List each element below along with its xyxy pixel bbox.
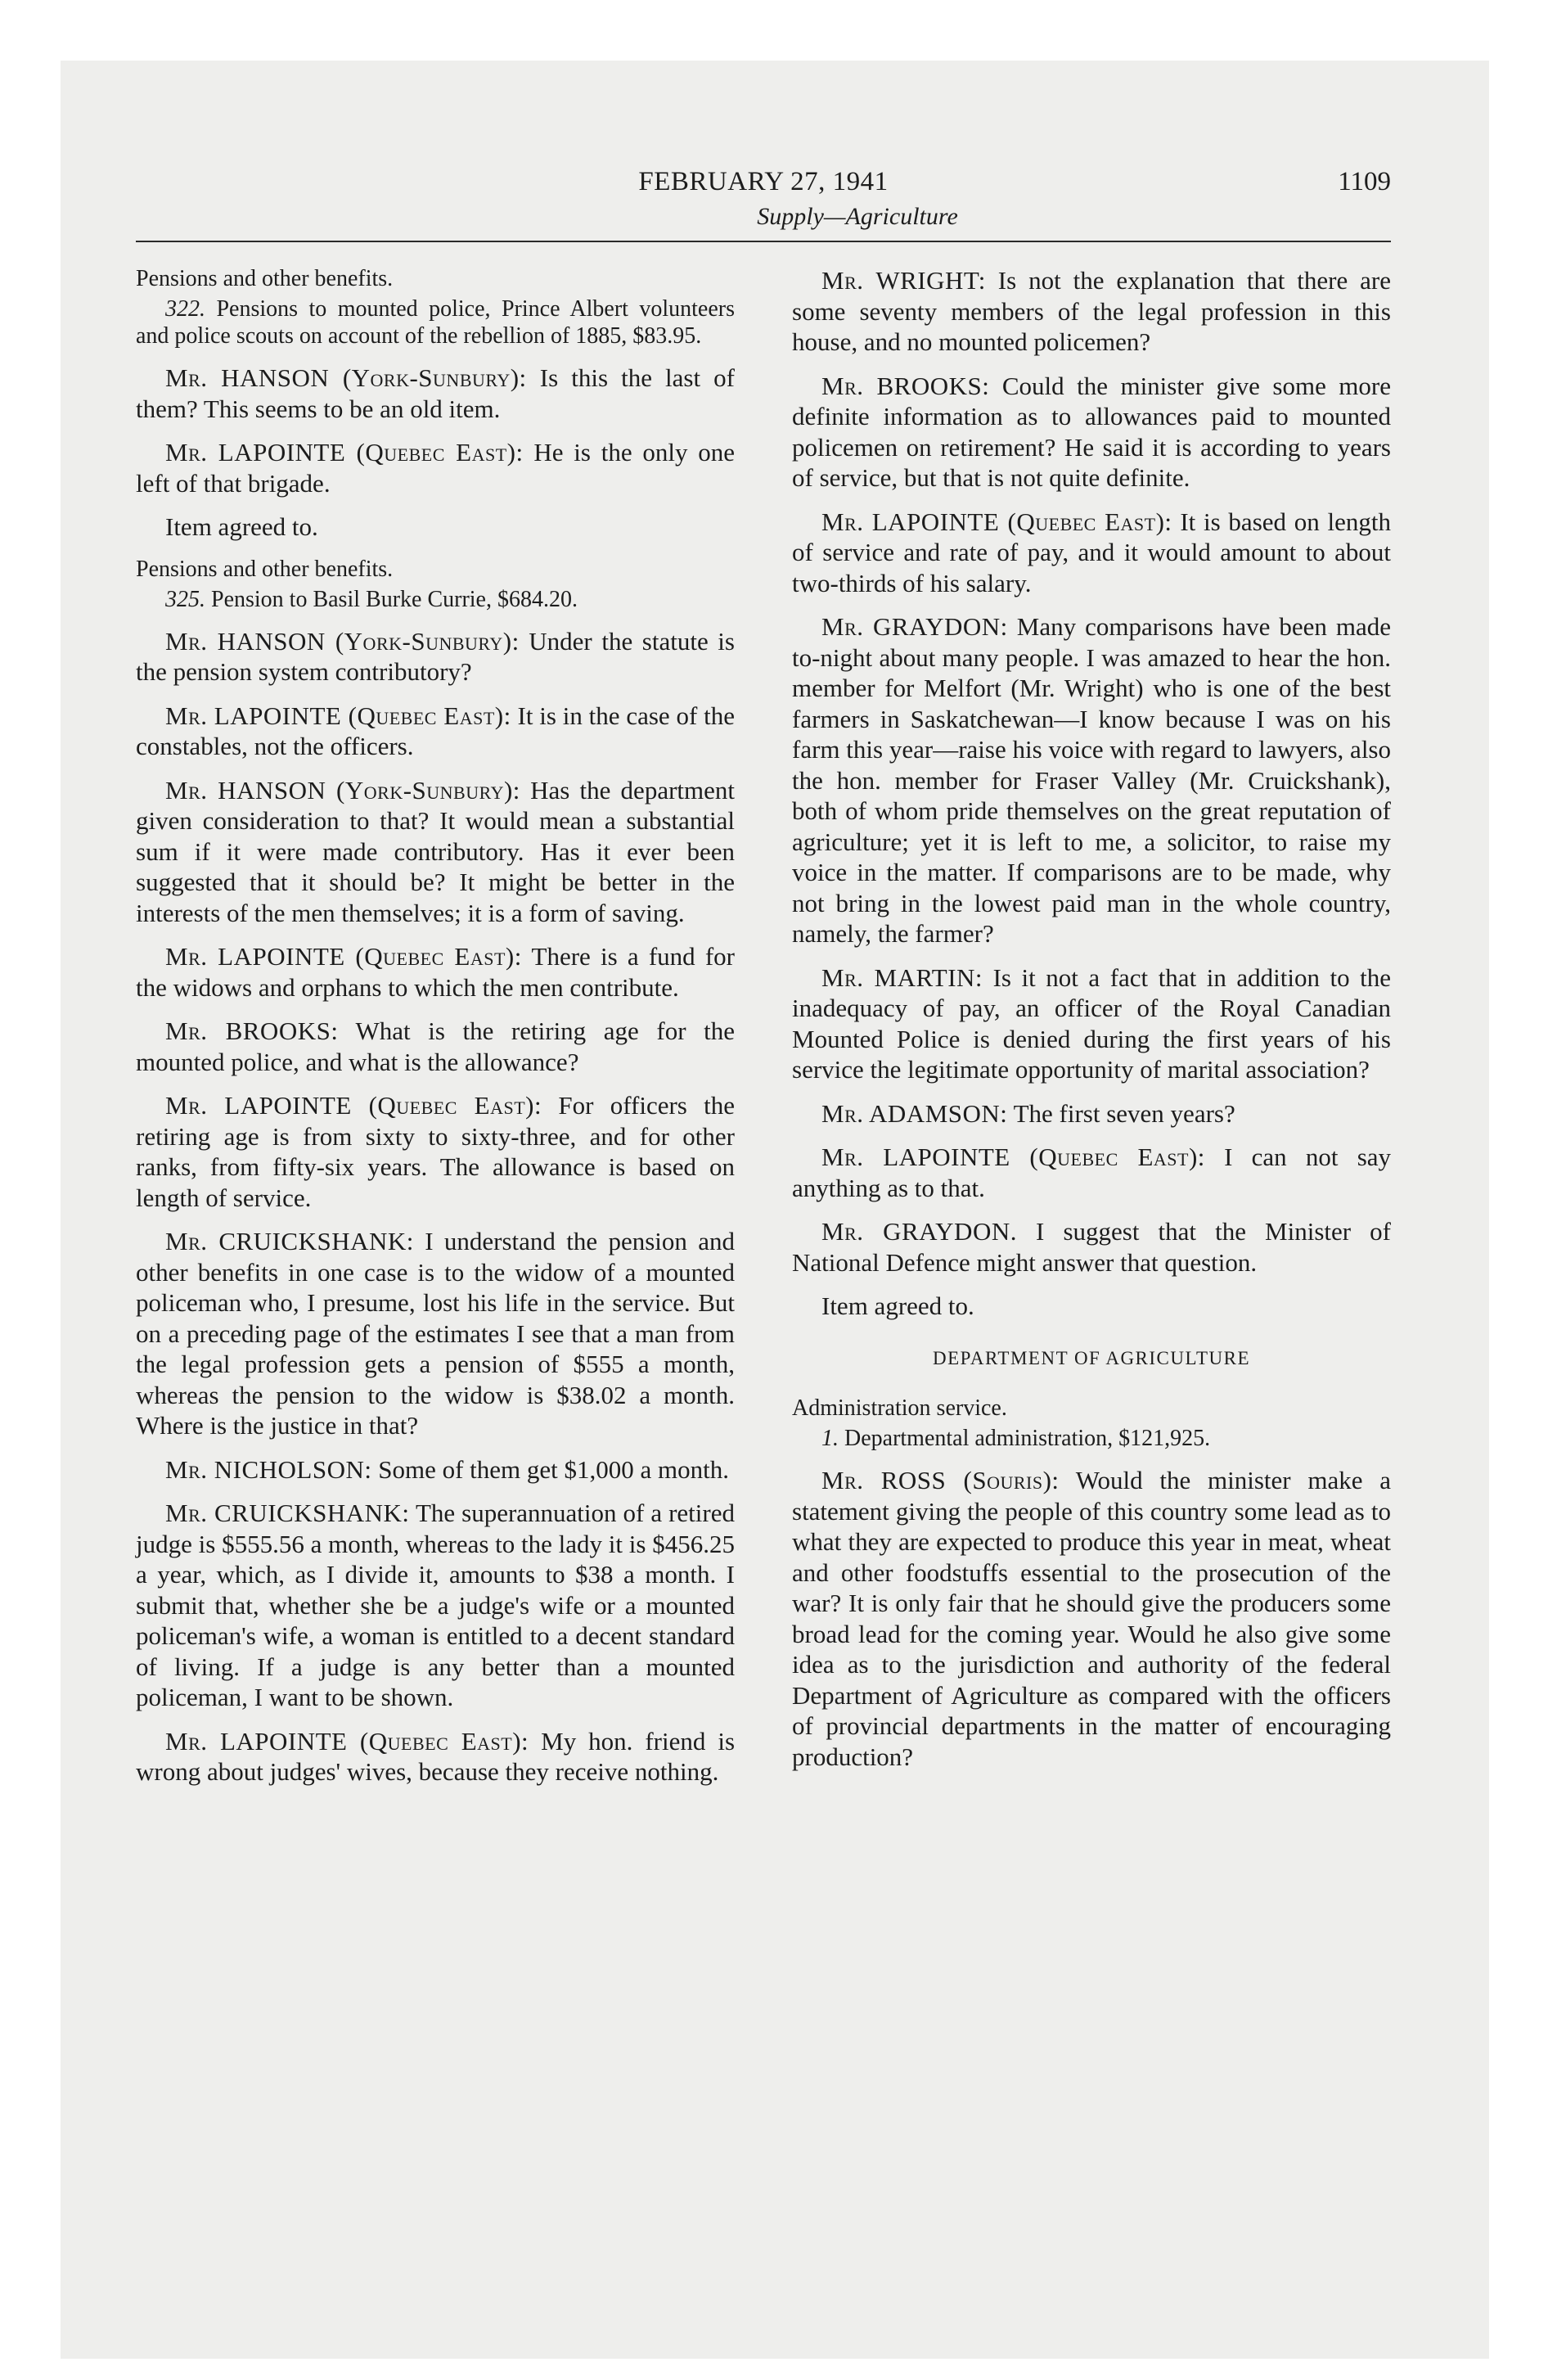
speaker: Mr. ADAMSON: [821,1098,1008,1128]
speaker: Mr. NICHOLSON: [165,1454,372,1484]
speech-text: It is based on length of service and rate of pay, and it would amount to about two-thirds of his salary. [792,507,1392,597]
speaker: Mr. MARTIN: [821,962,983,992]
item-number: 1. [821,1426,839,1451]
speech-text: My hon. friend is wrong about judges' wives, because they receive nothing. [136,1726,736,1786]
speech [792,1216,1391,1278]
estimate-item [136,295,735,349]
estimate-item [136,586,735,613]
speech-text: Has the department given consideration to that? It would mean a substantial sum if it were made contributory. Has it ever been suggested that it should be? It might be better in the interests of the men themselves; it is a form of saving. [136,775,735,927]
item-agreed: Item agreed to. [821,1291,974,1320]
right-column [792,265,1391,1785]
speech [136,626,735,687]
page-header [136,160,1391,239]
speech [136,701,735,762]
speech [792,962,1391,1085]
speaker: Mr. LAPOINTE (Quebec East): [165,942,522,971]
speech-text: For officers the retiring age is from sixty to sixty-three, and for other ranks, from fifty-six years. The allowance is based on length of service. [136,1091,736,1212]
speaker: Mr. GRAYDON. [821,1217,1017,1246]
estimate-item [792,1425,1391,1452]
speech [792,507,1391,599]
speech [136,941,735,1003]
speech-text: Under the statute is the pension system contributory? [136,626,735,686]
item-text: Departmental administration, $121,925. [844,1426,1211,1451]
speaker: Mr. WRIGHT: [821,266,986,295]
speaker: Mr. LAPOINTE (Quebec East): [165,1726,529,1756]
item-heading: Pensions and other benefits. [136,266,394,291]
page-number: 1109 [1338,167,1391,196]
speech-text: Would the minister make a statement giving the people of this country some lead as to what they are expected to produce this year in meat, wheat and other foodstuffs essential to the prosecution of the war? It is only fair that he should give the producers some broad lead for the coming year. Would he also give some idea as to the jurisdiction and authority of the federal Department of Agriculture as compared with the officers of provincial departments in the matter of encouraging production? [792,1466,1391,1771]
speech [792,1098,1391,1129]
speech [136,1498,735,1713]
speech [792,1142,1391,1203]
header-date: FEBRUARY 27, 1941 [638,167,889,196]
department-heading: DEPARTMENT OF AGRICULTURE [933,1347,1250,1368]
speech [136,1016,735,1077]
speaker: Mr. ROSS (Souris): [821,1466,1060,1494]
item-text: Pension to Basil Burke Currie, $684.20. [211,586,578,612]
speaker: Mr. CRUICKSHANK: [165,1499,410,1527]
speech-text: I can not say anything as to that. [792,1143,1392,1202]
speaker: Mr. HANSON (York-Sunbury): [165,363,527,392]
speech-text: Could the minister give some more definite information as to allowances paid to mounted policemen on retirement? He said it is according to years of service, but that is not quite definite. [792,371,1392,492]
speaker: Mr. BROOKS: [821,371,990,400]
speech-text: Is it not a fact that in addition to the inadequacy of pay, an officer of the Royal Canadian Mounted Police is denied during the first years of his service the legitimate opportunity of marital association? [792,962,1392,1084]
speech [792,611,1391,949]
left-column [136,265,735,1801]
speech [792,1465,1391,1772]
speech-text: It is in the case of the constables, not the officers. [136,701,735,760]
speaker: Mr. BROOKS: [165,1016,339,1045]
speech [136,775,735,929]
speaker: Mr. LAPOINTE (Quebec East): [165,1091,542,1120]
speech [792,265,1391,358]
item-text: Pensions to mounted police, Prince Albert volunteers and police scouts on account of the rebellion of 1885, $83.95. [136,296,736,349]
speech [136,437,735,498]
speaker: Mr. HANSON (York-Sunbury): [165,775,520,805]
speaker: Mr. CRUICKSHANK: [165,1227,414,1255]
speech-text: Is not the explanation that there are some seventy members of the legal profession in this house, and no mounted policemen? [792,266,1391,356]
speech-text: I understand the pension and other benefits in one case is to the widow of a mounted policeman who, I presume, lost his life in the service. But on a preceding page of the estimates I see that a man from the legal profession gets a pension of $555 a month, whereas the pension to the widow is $38.02 a month. Where is the justice in that? [136,1227,735,1440]
item-heading: Pensions and other benefits. [136,556,394,582]
speech-text: What is the retiring age for the mounted police, and what is the allowance? [136,1016,735,1076]
speaker: Mr. LAPOINTE (Quebec East): [821,1143,1205,1171]
speech-text: Many comparisons have been made to-night about many people. I was amazed to hear the hon. member for Melfort (Mr. Wright) who is one of the best farmers in Saskatchewan—I know because I was on his farm this year—raise his voice with regard to lawyers, also the hon. member for Fraser Valley (Mr. Cruickshank), both of whom pride themselves on the great reputation of agriculture; yet it is left to me, a solicitor, to raise my voice in the matter. If comparisons are to be made, why not bring in the lowest paid man in the whole country, namely, the farmer? [792,612,1391,948]
header-rule [136,241,1391,242]
speech [792,371,1391,494]
speech-text: Some of them get $1,000 a month. [378,1454,729,1484]
speech-text: He is the only one left of that brigade. [136,438,736,498]
speech [136,1090,735,1213]
item-heading: Administration service. [792,1395,1007,1421]
speaker: Mr. GRAYDON: [821,612,1008,641]
header-subject: Supply—Agriculture [757,203,958,230]
speaker: Mr. LAPOINTE (Quebec East): [165,438,524,467]
speaker: Mr. HANSON (York-Sunbury): [165,626,520,656]
speech-text: The first seven years? [1013,1098,1235,1128]
speech-text: I suggest that the Minister of National Defence might answer that question. [792,1217,1391,1277]
speech [136,1726,735,1787]
item-number: 325. [165,586,205,612]
item-number: 322. [165,296,205,322]
speech [136,1226,735,1441]
item-agreed: Item agreed to. [165,512,318,541]
speech [136,1454,735,1485]
speech [136,363,735,424]
speaker: Mr. LAPOINTE (Quebec East): [165,701,511,730]
speaker: Mr. LAPOINTE (Quebec East): [821,507,1172,536]
speech-text: The superannuation of a retired judge is $555.56 a month, whereas to the lady it is $456.25 a year, which, as I divide it, amounts to $38 a month. I submit that, whether she be a judge's wife or a mounted policeman's wife, a woman is entitled to a decent standard of living. If a judge is any better than a mounted policeman, I want to be shown. [136,1499,735,1711]
speech-text: Is this the last of them? This seems to be an old item. [136,363,736,423]
speech-text: There is a fund for the widows and orphans to which the men contribute. [136,942,735,1002]
